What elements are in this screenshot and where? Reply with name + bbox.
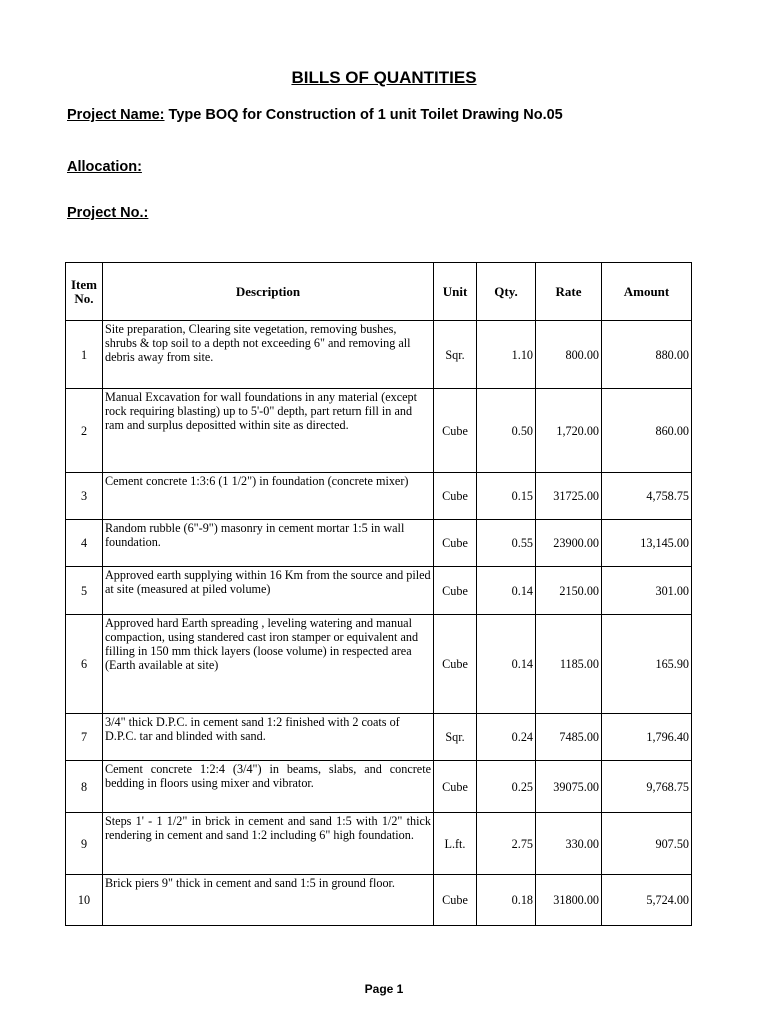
cell-description: Brick piers 9" thick in cement and sand 1:5 in ground floor. xyxy=(103,875,434,926)
cell-description: Random rubble (6"-9") masonry in cement mortar 1:5 in wall foundation. xyxy=(103,520,434,567)
cell-amount: 907.50 xyxy=(602,813,692,875)
header-item-no: Item No. xyxy=(66,263,103,321)
table-row xyxy=(66,615,692,714)
cell-amount: 1,796.40 xyxy=(602,714,692,761)
page-number: Page 1 xyxy=(364,982,404,996)
cell-qty: 0.15 xyxy=(477,473,536,520)
cell-rate: 2150.00 xyxy=(536,567,602,615)
table-row xyxy=(66,520,692,567)
cell-qty: 1.10 xyxy=(477,321,536,389)
cell-rate: 31725.00 xyxy=(536,473,602,520)
project-name-line xyxy=(67,107,563,123)
cell-description: Cement concrete 1:2:4 (3/4") in beams, slabs, and concrete bedding in floors using mixer and vibrator. xyxy=(103,761,434,813)
cell-rate: 330.00 xyxy=(536,813,602,875)
cell-qty: 0.18 xyxy=(477,875,536,926)
cell-item: 1 xyxy=(66,321,103,389)
header-rate: Rate xyxy=(536,263,602,321)
cell-item: 9 xyxy=(66,813,103,875)
cell-item: 7 xyxy=(66,714,103,761)
boq-table xyxy=(65,262,692,926)
project-name-label: Project Name: xyxy=(67,107,165,123)
cell-qty: 0.14 xyxy=(477,567,536,615)
cell-qty: 0.55 xyxy=(477,520,536,567)
cell-qty: 0.50 xyxy=(477,389,536,473)
cell-description: 3/4" thick D.P.C. in cement sand 1:2 finished with 2 coats of D.P.C. tar and blinded with sand. xyxy=(103,714,434,761)
table-row xyxy=(66,714,692,761)
cell-amount: 5,724.00 xyxy=(602,875,692,926)
cell-rate: 23900.00 xyxy=(536,520,602,567)
cell-unit: L.ft. xyxy=(434,813,477,875)
cell-rate: 7485.00 xyxy=(536,714,602,761)
cell-description: Approved hard Earth spreading , leveling watering and manual compaction, using standered cast iron stamper or equivalent and filling in 150 mm thick layers (loose volume) in respected area (Earth available at site) xyxy=(103,615,434,714)
allocation-label: Allocation: xyxy=(67,159,142,175)
cell-unit: Cube xyxy=(434,615,477,714)
cell-description: Steps 1' - 1 1/2" in brick in cement and sand 1:5 with 1/2" thick rendering in cement and sand 1:2 including 6" high foundation. xyxy=(103,813,434,875)
table-row xyxy=(66,473,692,520)
table-row xyxy=(66,761,692,813)
project-no-label: Project No.: xyxy=(67,205,149,221)
document-title: BILLS OF QUANTITIES xyxy=(291,68,477,87)
project-no-line xyxy=(67,205,148,221)
cell-unit: Cube xyxy=(434,520,477,567)
cell-qty: 2.75 xyxy=(477,813,536,875)
project-name-value: Type BOQ for Construction of 1 unit Toilet Drawing No.05 xyxy=(168,107,563,123)
cell-item: 4 xyxy=(66,520,103,567)
table-row xyxy=(66,813,692,875)
cell-unit: Cube xyxy=(434,473,477,520)
cell-amount: 860.00 xyxy=(602,389,692,473)
cell-amount: 9,768.75 xyxy=(602,761,692,813)
cell-description: Manual Excavation for wall foundations in any material (except rock requiring blasting) up to 5'-0" depth, part return fill in and ram and surplus depositted within site as directed. xyxy=(103,389,434,473)
cell-item: 5 xyxy=(66,567,103,615)
cell-item: 2 xyxy=(66,389,103,473)
cell-unit: Cube xyxy=(434,389,477,473)
table-row xyxy=(66,321,692,389)
cell-amount: 4,758.75 xyxy=(602,473,692,520)
cell-qty: 0.14 xyxy=(477,615,536,714)
cell-unit: Cube xyxy=(434,761,477,813)
cell-rate: 39075.00 xyxy=(536,761,602,813)
cell-rate: 800.00 xyxy=(536,321,602,389)
cell-unit: Cube xyxy=(434,567,477,615)
cell-item: 8 xyxy=(66,761,103,813)
table-row xyxy=(66,875,692,926)
cell-rate: 31800.00 xyxy=(536,875,602,926)
cell-unit: Sqr. xyxy=(434,321,477,389)
cell-description: Site preparation, Clearing site vegetation, removing bushes, shrubs & top soil to a depth not exceeding 6" and removing all debris away from site. xyxy=(103,321,434,389)
cell-unit: Sqr. xyxy=(434,714,477,761)
cell-amount: 165.90 xyxy=(602,615,692,714)
table-row xyxy=(66,567,692,615)
cell-unit: Cube xyxy=(434,875,477,926)
header-amount: Amount xyxy=(602,263,692,321)
cell-rate: 1185.00 xyxy=(536,615,602,714)
cell-description: Cement concrete 1:3:6 (1 1/2") in foundation (concrete mixer) xyxy=(103,473,434,520)
cell-amount: 301.00 xyxy=(602,567,692,615)
cell-rate: 1,720.00 xyxy=(536,389,602,473)
cell-description: Approved earth supplying within 16 Km from the source and piled at site (measured at piled volume) xyxy=(103,567,434,615)
cell-qty: 0.24 xyxy=(477,714,536,761)
cell-amount: 880.00 xyxy=(602,321,692,389)
cell-item: 6 xyxy=(66,615,103,714)
cell-item: 10 xyxy=(66,875,103,926)
table-row xyxy=(66,389,692,473)
header-unit: Unit xyxy=(434,263,477,321)
table-header-row xyxy=(66,263,692,321)
cell-amount: 13,145.00 xyxy=(602,520,692,567)
header-description: Description xyxy=(103,263,434,321)
cell-qty: 0.25 xyxy=(477,761,536,813)
cell-item: 3 xyxy=(66,473,103,520)
header-qty: Qty. xyxy=(477,263,536,321)
allocation-line xyxy=(67,159,142,175)
